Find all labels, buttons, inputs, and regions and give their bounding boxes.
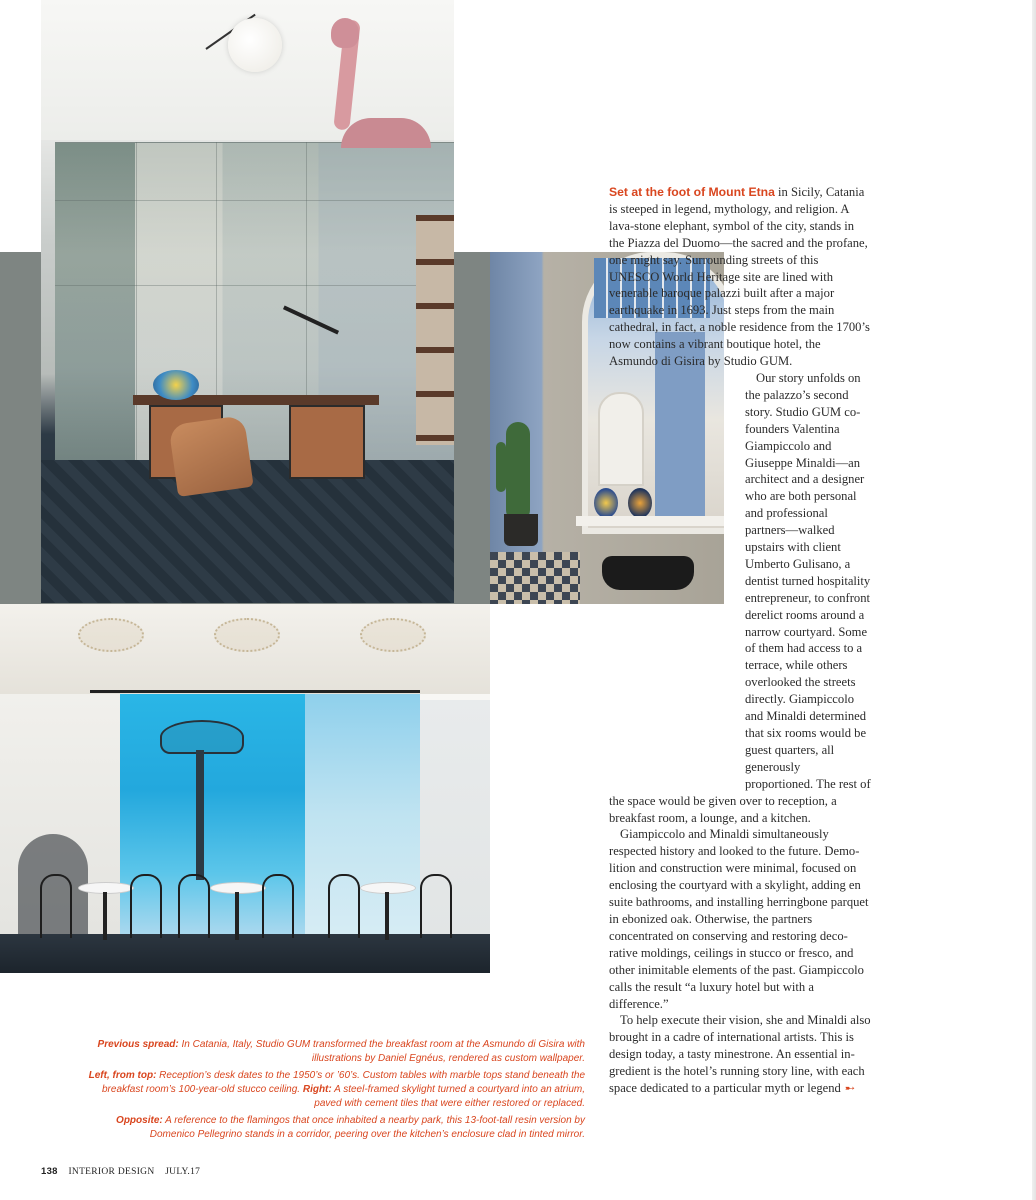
cactus	[506, 422, 530, 522]
mirror-wall	[55, 142, 454, 463]
carousel-pole-illustration	[196, 750, 204, 880]
bistro-chair	[178, 874, 210, 938]
magazine-name: INTERIOR DESIGN	[68, 1167, 155, 1177]
table-leg	[235, 892, 239, 940]
paragraph-4-text: To help execute their vision, she and Minaldi also brought in a cadre of international artists. This is design today, a tasty minestrone. An essential ingredient is the hotel’s running story line, with each space dedicated to a particular myth or legend	[609, 1013, 871, 1096]
caption-head: Left, from top:	[88, 1070, 157, 1081]
photo-wrap-spacer	[609, 354, 745, 779]
caption-opposite	[80, 1114, 585, 1142]
ceiling-ornament	[360, 618, 426, 652]
caption-previous-spread	[80, 1038, 585, 1066]
paragraph-1-text: in Sicily, Catania is steeped in legend, mythology, and religion. A lava-stone elephant, symbol of the city, stands in the Piazza del Duomo—the sacred and the profane, one might say. Surrounding streets of this UNESCO World Heritage site are lined with venerable baroque palazzi built after a major earthquake in 1693. Just steps from the main cathedral, in fact, a noble residence from the 1700’s now contains a vibrant boutique hotel, the Asmundo di Gisira by Studio GUM.	[609, 185, 870, 369]
mirror-grid-line	[136, 142, 137, 462]
bistro-chair	[40, 874, 72, 938]
paragraph-3: Giampiccolo and Minaldi simultaneously respected history and looked to the future. Demolition and construction were minimal, focused on enclosing the courtyard with a skylight, adding en suite bathrooms, and installing herringbone parquet in ebonized oak. Otherwise, the partners concentrated on conserving and restoring decorative moldings, ceilings in stucco or fresco, and other inimitable elements of the past. Giampiccolo calls the result “a luxury hotel but with a difference.”	[609, 827, 869, 1011]
picture-rail	[90, 690, 420, 693]
flamingo-sculpture-head	[331, 18, 359, 48]
plant-pot	[504, 514, 538, 546]
paragraph-1	[609, 184, 871, 370]
desk-drawer-right	[289, 405, 365, 479]
photo-captions	[80, 1038, 585, 1145]
flamingo-sculpture-body	[341, 118, 431, 148]
article-body	[609, 184, 871, 1097]
bookshelf	[416, 215, 454, 445]
caption-left-right	[80, 1069, 585, 1111]
page-edge	[1032, 0, 1036, 1200]
bistro-chair	[328, 874, 360, 938]
caption-text: In Catania, Italy, Studio GUM transformed the breakfast room at the Asmundo di Gisira with illustrations by Daniel Egnéus, rendered as custom wallpaper.	[178, 1039, 585, 1064]
lead-in: Set at the foot of Mount Etna	[609, 185, 775, 199]
end-mark-icon: ➸	[844, 1081, 855, 1096]
carousel-ride-illustration	[160, 720, 244, 754]
caption-head: Opposite:	[116, 1115, 163, 1126]
ceiling-ornament	[78, 618, 144, 652]
caption-text: Reception’s desk dates to the 1950’s or ’60’s. Custom tables with marble tops stand beneath the breakfast room’s 100-year-old stucco ceiling.	[102, 1070, 585, 1095]
leather-chair	[168, 415, 253, 497]
cement-tile-floor	[490, 552, 580, 604]
paragraph-2: Our story unfolds on the palazzo’s second story. Studio GUM co-founders Valentina Giampiccolo and Giuseppe Minaldi—an architect and a designer who are both personal and professional partners—walked upstairs with client Umberto Gulisano, a dentist turned hospitality entrepreneur, to confront derelict rooms around a narrow courtyard. Some of them had access to a terrace, while others overlooked the streets directly. Giampiccolo and Minaldi determined that six rooms would be guest quarters, all generously proportioned. The rest of the space would be given over to reception, a breakfast room, a lounge, and a kitchen.	[609, 370, 871, 825]
ceramic-vase	[153, 370, 199, 400]
caption-head: Right:	[302, 1084, 332, 1095]
issue-date: JULY.17	[165, 1167, 201, 1177]
table-leg	[385, 892, 389, 940]
breakfast-room-photo	[0, 604, 490, 973]
bistro-chair	[130, 874, 162, 938]
caption-text: A reference to the flamingos that once inhabited a nearby park, this 13-foot-tall resin version by Domenico Pellegrino stands in a corridor, peering over the kitchen’s enclosure clad in tinted mirror.	[149, 1115, 585, 1140]
bistro-chair	[420, 874, 452, 938]
cactus-arm	[496, 442, 506, 492]
ceiling-ornament	[214, 618, 280, 652]
light-blue-wallpaper	[305, 694, 420, 934]
page-number: 138	[41, 1166, 58, 1177]
caption-head: Previous spread:	[97, 1039, 179, 1050]
table-leg	[103, 892, 107, 940]
page-footer	[41, 1166, 208, 1177]
caption-text: A steel-framed skylight turned a courtyard into an atrium, paved with cement tiles that were either restored or replaced.	[314, 1084, 585, 1109]
reception-photo	[41, 0, 454, 603]
bistro-chair	[262, 874, 294, 938]
dark-floor	[0, 934, 490, 973]
mirror-grid-line	[55, 285, 454, 286]
globe-pendant-light	[228, 18, 282, 72]
mirror-grid-line	[55, 200, 454, 201]
paragraph-4	[609, 1012, 871, 1097]
